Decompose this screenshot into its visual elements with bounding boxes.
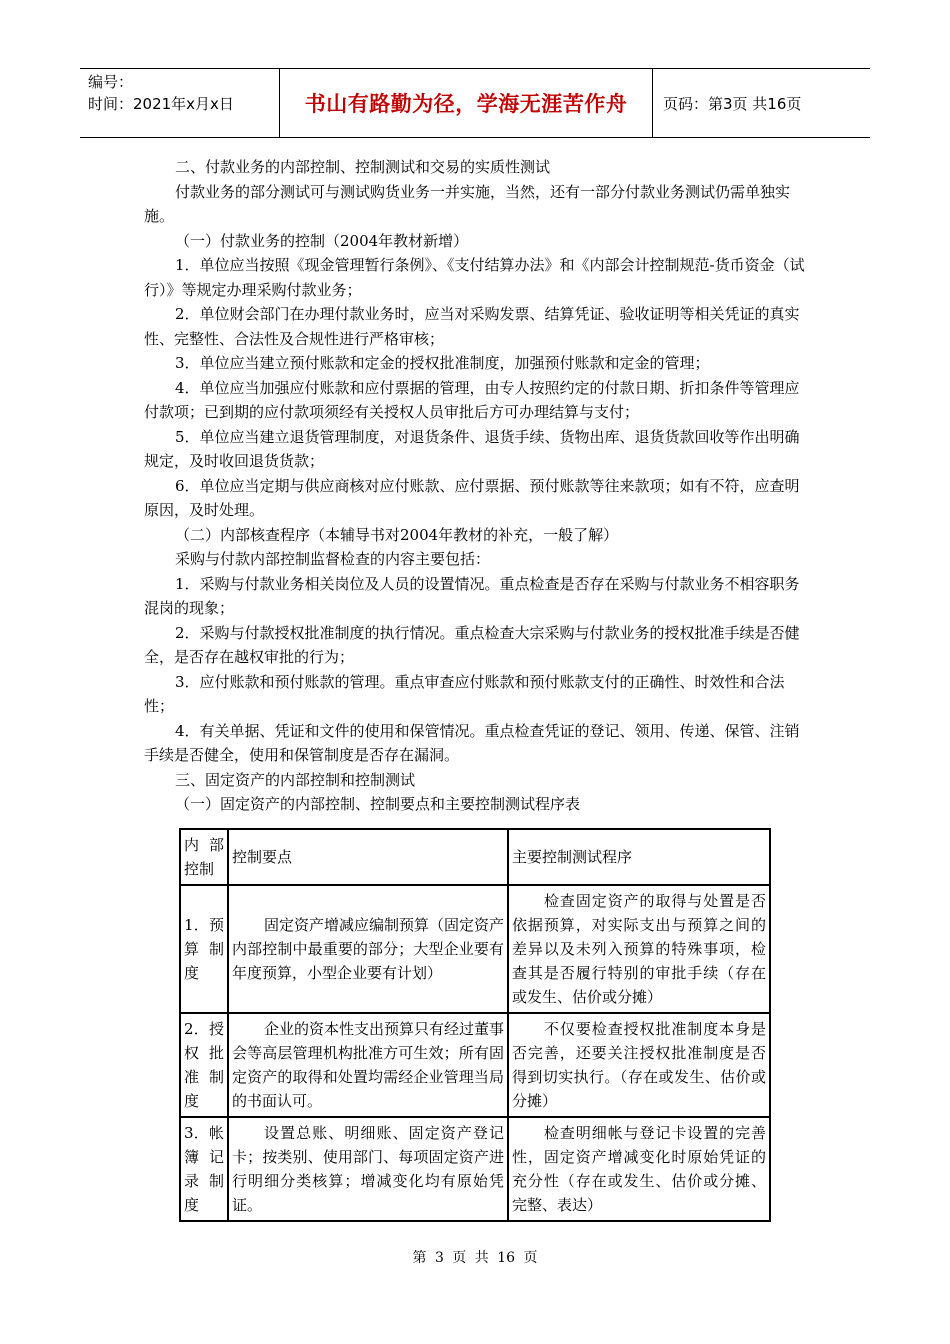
document-body [144, 155, 810, 817]
section-heading: 二、付款业务的内部控制、控制测试和交易的实质性测试 [175, 158, 551, 176]
page-footer: 第 3 页 共 16 页 [412, 1250, 538, 1266]
paragraph: 采购与付款内部控制监督检查的内容主要包括： [175, 550, 491, 568]
table-row [180, 1013, 770, 1117]
subsection-heading: （二）内部核查程序（本辅导书对2004年教材的补充，一般了解） [175, 525, 619, 544]
list-item: 3．应付账款和预付账款的管理。重点审查应付账款和预付账款支付的正确性、时效性和合法性； [144, 672, 785, 715]
control-table [179, 828, 771, 1222]
table-cell: 设置总账、明细账、固定资产登记卡；按类别、使用部门、每项固定资产进行明细分类核算；增减变化均有原始凭证。 [228, 1117, 508, 1221]
list-item: 6．单位应当定期与供应商核对应付账款、应付票据、预付账款等往来款项；如有不符，应查明原因，及时处理。 [144, 476, 800, 519]
table-cell: 检查明细帐与登记卡设置的完善性，固定资产增减变化时原始凭证的充分性（存在或发生、估价或分摊、完整、表达） [508, 1117, 770, 1221]
table-cell: 企业的资本性支出预算只有经过董事会等高层管理机构批准方可生效；所有固定资产的取得和处置均需经企业管理当局的书面认可。 [228, 1013, 508, 1117]
table-cell: 不仅要检查授权批准制度本身是否完善，还要关注授权批准制度是否得到切实执行。（存在或发生、估价或分摊） [508, 1013, 770, 1117]
table-cell: 2．授权批准制度 [180, 1013, 228, 1117]
table-cell: 固定资产增减应编制预算（固定资产内部控制中最重要的部分；大型企业要有年度预算，小型企业要有计划） [228, 885, 508, 1013]
table-caption: （一）固定资产的内部控制、控制要点和主要控制测试程序表 [175, 795, 581, 813]
table-cell: 检查固定资产的取得与处置是否依据预算，对实际支出与预算之间的差异以及未列入预算的特殊事项，检查其是否履行特别的审批手续（存在或发生、估价或分摊） [508, 885, 770, 1013]
table-header-row [180, 829, 770, 885]
header-meta [80, 69, 280, 137]
list-item: 1．单位应当按照《现金管理暂行条例》、《支付结算办法》和《内部会计控制规范-货币资金（试行）》等规定办理采购付款业务； [144, 256, 805, 299]
header-page-info: 页码：第3页 共16页 [663, 94, 802, 113]
table-row [180, 885, 770, 1013]
list-item: 1．采购与付款业务相关岗位及人员的设置情况。重点检查是否存在采购与付款业务不相容职务混岗的现象； [144, 574, 800, 617]
list-item: 5．单位应当建立退货管理制度，对退货条件、退货手续、货物出库、退货货款回收等作出明确规定，及时收回退货货款； [144, 427, 800, 470]
subsection-heading: （一）付款业务的控制（2004年教材新增） [175, 231, 469, 250]
list-item: 3．单位应当建立预付账款和定金的授权批准制度，加强预付账款和定金的管理； [175, 354, 710, 372]
table-row [180, 1117, 770, 1221]
list-item: 2．单位财会部门在办理付款业务时，应当对采购发票、结算凭证、验收证明等相关凭证的真实性、完整性、合法性及合规性进行严格审核； [144, 305, 800, 348]
table-cell: 1．预算制度 [180, 885, 228, 1013]
table-header: 控制要点 [228, 829, 508, 885]
list-item: 4．单位应当加强应付账款和应付票据的管理，由专人按照约定的付款日期、折扣条件等管理应付款项；已到期的应付款项须经有关授权人员审批后方可办理结算与支付； [144, 378, 800, 421]
paragraph: 付款业务的部分测试可与测试购货业务一并实施，当然，还有一部分付款业务测试仍需单独实施。 [144, 182, 791, 225]
doc-number-label: 编号： [88, 73, 134, 91]
page-header [80, 68, 870, 138]
list-item: 4．有关单据、凭证和文件的使用和保管情况。重点检查凭证的登记、领用、传递、保管、注销手续是否健全，使用和保管制度是否存在漏洞。 [144, 721, 800, 764]
table-header: 主要控制测试程序 [508, 829, 770, 885]
date-label: 时间：2021年x月x日 [88, 95, 234, 113]
table-cell: 3．帐簿记录制度 [180, 1117, 228, 1221]
section-heading: 三、固定资产的内部控制和控制测试 [175, 770, 416, 789]
header-motto: 书山有路勤为径，学海无涯苦作舟 [280, 69, 653, 137]
table-header: 内部控制 [180, 829, 228, 885]
list-item: 2．采购与付款授权批准制度的执行情况。重点检查大宗采购与付款业务的授权批准手续是否健全，是否存在越权审批的行为； [144, 623, 800, 666]
